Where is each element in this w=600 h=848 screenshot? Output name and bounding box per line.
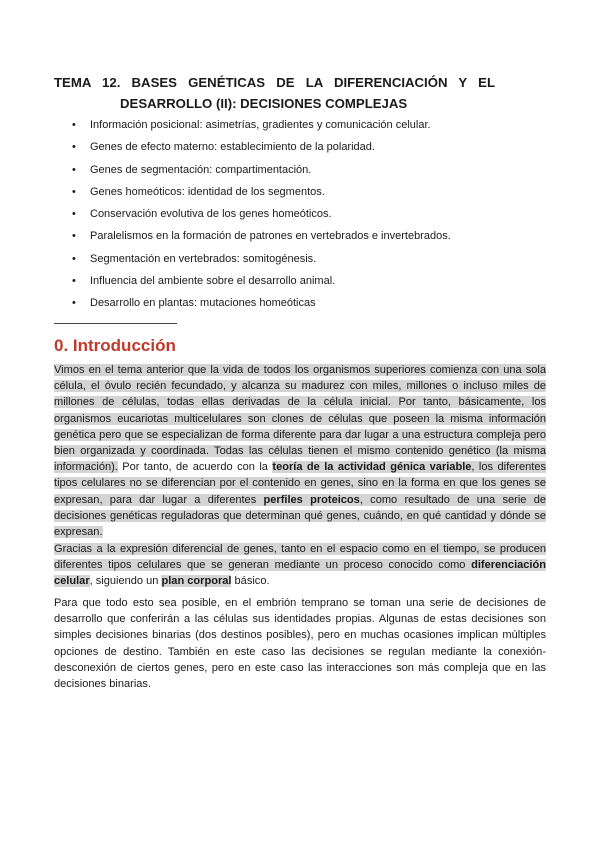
intro-paragraph-3: Para que todo esto sea posible, en el embrión temprano se toman una serie de decisiones de desarrollo que conferirán a las células sus identidades propias. Algunas de estas decisiones son simples decisiones binarias (dos destinos posibles), pero en muchas ocasiones implican múltiples opciones de destino. También en este caso las decisiones se regulan mediante la conexión-desconexión de ciertos genes, pero en este caso las interacciones son más compleja que en las decisiones binarias. (54, 597, 546, 691)
title-line-2: DESARROLLO (II): DECISIONES COMPLEJAS (120, 96, 408, 111)
bold-term: plan corporal (161, 575, 232, 588)
document-title (54, 72, 554, 114)
topic-text: Genes de efecto materno: establecimiento de la polaridad. (90, 141, 375, 154)
topic-item (58, 136, 538, 158)
highlighted-text: Vimos en el tema anterior que la vida de todos los organismos superiores comienza con una sola célula, el óvulo recién fecundado, y alcanza su madurez con miles, millones o incluso miles de millones de células, todas ellas derivadas de la célula inicial. Por tanto, básicamente, los organismos eucariotas multicelulares son clones de células que poseen la misma información genética pero que se especializan de forma diferente para dar lugar a una estructura compleja pero bien organizada y coordinada. Todas las células tienen el mismo contenido genético (la misma información). (54, 364, 546, 474)
topic-item (58, 181, 538, 203)
intro-paragraph-2 (54, 541, 546, 590)
bold-term: perfiles proteicos (263, 493, 360, 506)
section-divider (54, 323, 177, 324)
bullet-icon: • (72, 185, 76, 198)
topic-text: Influencia del ambiente sobre el desarrollo animal. (90, 275, 336, 288)
topic-text: Información posicional: asimetrías, gradientes y comunicación celular. (90, 119, 431, 131)
intro-paragraph-1 (54, 362, 546, 540)
paragraph-text: Por tanto, de acuerdo con la (117, 461, 273, 474)
paragraph-text: básico. (231, 575, 270, 588)
topic-item (58, 114, 538, 136)
bullet-icon: • (72, 252, 76, 265)
section-heading: 0. Introducción (54, 336, 176, 355)
highlighted-text: , como resultado de una serie de decisiones genéticas reguladoras que determinan qué genes, cuándo, en qué cantidad y dónde se expresan. (54, 493, 546, 539)
highlighted-text: , los diferentes tipos celulares no se diferencian por el contenido en genes, sino en la forma en que los genes se expresan, para dar lugar a diferentes (54, 461, 547, 506)
topic-item (58, 203, 538, 225)
topic-text: Desarrollo en plantas: mutaciones homeóticas (90, 297, 316, 310)
bullet-icon: • (72, 297, 76, 310)
bullet-icon: • (72, 119, 76, 131)
bullet-icon: • (72, 275, 76, 288)
topic-text: Genes homeóticos: identidad de los segmentos. (90, 185, 325, 198)
bullet-icon: • (72, 208, 76, 221)
highlighted-text: Gracias a la expresión diferencial de genes, tanto en el espacio como en el tiempo, se producen diferentes tipos celulares que se generan mediante un proceso conocido como (54, 543, 546, 572)
bullet-icon: • (72, 230, 76, 243)
topic-item (58, 292, 538, 314)
topic-text: Paralelismos en la formación de patrones en vertebrados e invertebrados. (90, 230, 451, 243)
topic-item (58, 248, 538, 270)
topic-text: Genes de segmentación: compartimentación. (90, 163, 312, 176)
title-line-1: TEMA 12. BASES GENÉTICAS DE LA DIFERENCIACIÓN Y EL (54, 75, 495, 90)
topic-text: Segmentación en vertebrados: somitogénesis. (90, 252, 317, 265)
topic-item (58, 225, 538, 247)
bullet-icon: • (72, 163, 76, 176)
bold-term: teoría de la actividad génica variable (272, 461, 472, 474)
topic-item (58, 159, 538, 181)
topic-item (58, 270, 538, 292)
topic-list (58, 114, 538, 315)
topic-text: Conservación evolutiva de los genes homeóticos. (90, 208, 332, 221)
bold-term: diferenciación celular (54, 559, 546, 588)
bullet-icon: • (72, 141, 76, 154)
paragraph-text: , siguiendo un (89, 575, 162, 588)
